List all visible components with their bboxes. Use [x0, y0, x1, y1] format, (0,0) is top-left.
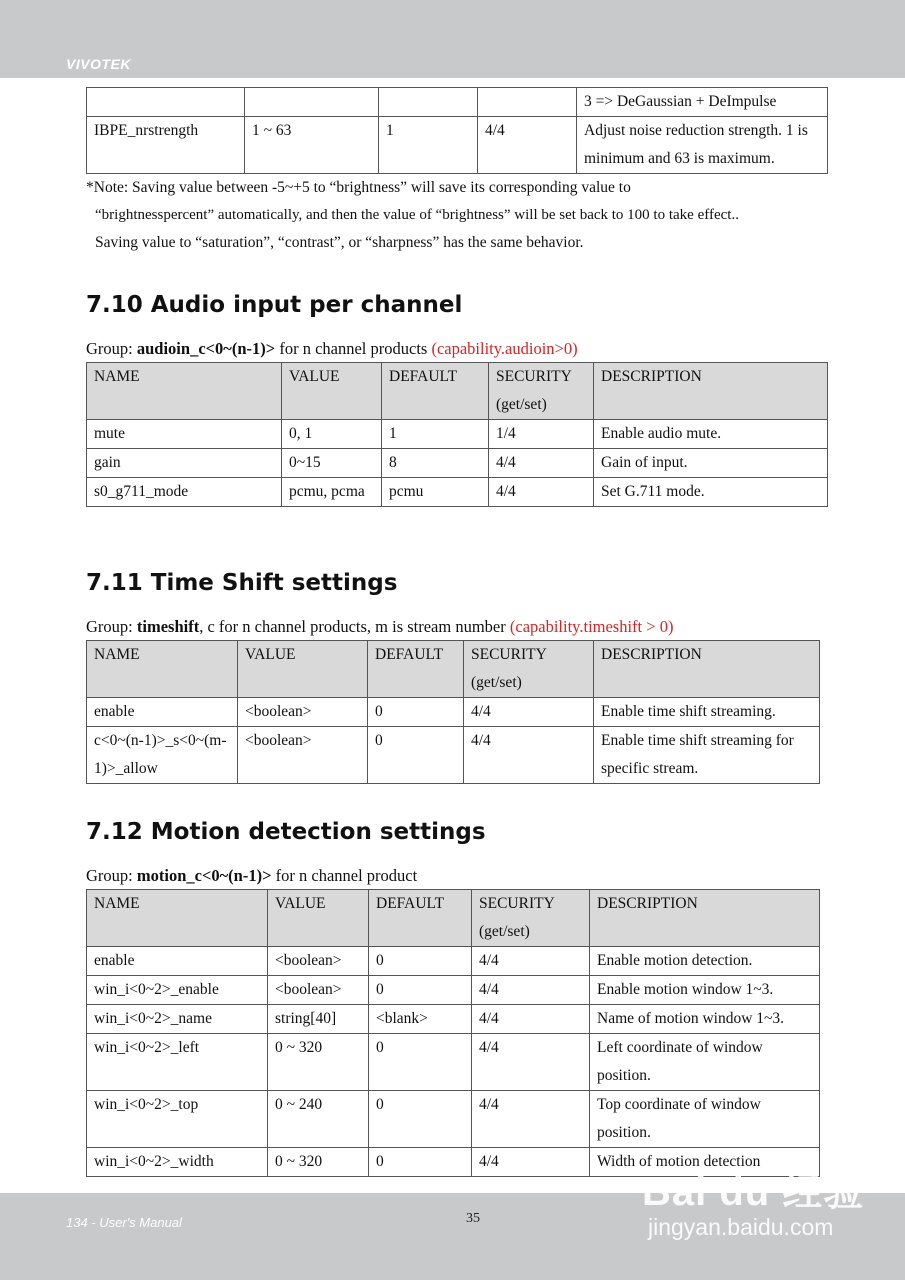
table-cell: s0_g711_mode — [87, 478, 282, 507]
top-param-table — [86, 87, 828, 174]
table-row — [87, 976, 820, 1005]
column-header: DEFAULT — [382, 363, 489, 420]
table-cell: pcmu — [382, 478, 489, 507]
table-cell: enable — [87, 698, 238, 727]
table-cell: 4/4 — [472, 1091, 590, 1148]
table-header-row — [87, 363, 828, 420]
table-cell: 4/4 — [472, 1148, 590, 1177]
table-cell: win_i<0~2>_left — [87, 1034, 268, 1091]
section-title: 7.10 Audio input per channel — [86, 292, 463, 318]
header-bar — [0, 0, 905, 78]
footer-manual-label: 134 - User's Manual — [66, 1215, 182, 1230]
table-row — [87, 698, 820, 727]
table-cell: 0 — [369, 1034, 472, 1091]
table-cell: 0, 1 — [282, 420, 382, 449]
capability-condition: (capability.audioin>0) — [431, 339, 578, 358]
table-row — [87, 420, 828, 449]
table-cell: 0 ~ 240 — [268, 1091, 369, 1148]
table-cell: 4/4 — [472, 1005, 590, 1034]
group-name: timeshift — [136, 617, 200, 636]
table-cell: win_i<0~2>_top — [87, 1091, 268, 1148]
column-header: VALUE — [282, 363, 382, 420]
table-cell: enable — [87, 947, 268, 976]
column-header: NAME — [87, 641, 238, 698]
table-cell: Set G.711 mode. — [594, 478, 828, 507]
table-cell: 0 — [369, 1091, 472, 1148]
table-cell: Adjust noise reduction strength. 1 is minimum and 63 is maximum. — [577, 117, 828, 174]
table-row — [87, 88, 828, 117]
table-cell: win_i<0~2>_name — [87, 1005, 268, 1034]
table-cell: Width of motion detection — [590, 1148, 820, 1177]
table-cell: pcmu, pcma — [282, 478, 382, 507]
table-cell: 4/4 — [472, 976, 590, 1005]
table-cell: Enable audio mute. — [594, 420, 828, 449]
table-cell: Gain of input. — [594, 449, 828, 478]
table-header-row — [87, 641, 820, 698]
table-cell: Enable motion detection. — [590, 947, 820, 976]
table-cell: 0 — [369, 947, 472, 976]
table-row — [87, 449, 828, 478]
table-cell: 4/4 — [472, 947, 590, 976]
table-cell: 1 ~ 63 — [245, 117, 379, 174]
group-suffix: for n channel products — [275, 339, 432, 358]
table-cell: 4/4 — [489, 449, 594, 478]
group-prefix: Group: — [86, 339, 137, 358]
audio-input-table — [86, 362, 828, 507]
table-row — [87, 1034, 820, 1091]
group-line — [86, 339, 578, 359]
note-paragraph — [86, 174, 826, 257]
table-cell: IBPE_nrstrength — [87, 117, 245, 174]
column-header: NAME — [87, 890, 268, 947]
table-cell: string[40] — [268, 1005, 369, 1034]
column-header: VALUE — [268, 890, 369, 947]
group-line — [86, 617, 673, 637]
table-cell: Enable time shift streaming. — [594, 698, 820, 727]
table-cell: <boolean> — [268, 976, 369, 1005]
timeshift-table — [86, 640, 820, 784]
table-cell: 0 — [368, 727, 464, 784]
table-cell: 1/4 — [489, 420, 594, 449]
table-cell: 1 — [379, 117, 478, 174]
note-line: *Note: Saving value between -5~+5 to “brightness” will save its corresponding value to — [86, 179, 631, 196]
group-name: audioin_c<0~(n-1)> — [136, 339, 276, 358]
section-title: 7.11 Time Shift settings — [86, 570, 398, 596]
column-header: DEFAULT — [368, 641, 464, 698]
group-suffix: , c for n channel products, m is stream number — [199, 617, 510, 636]
column-header: DESCRIPTION — [590, 890, 820, 947]
table-cell — [478, 88, 577, 117]
table-cell: 0 ~ 320 — [268, 1034, 369, 1091]
note-line: “brightnesspercent” automatically, and then the value of “brightness” will be set back to 100 to take effect.. — [95, 206, 739, 223]
table-cell — [87, 88, 245, 117]
group-name: motion_c<0~(n-1)> — [136, 866, 272, 885]
section-title: 7.12 Motion detection settings — [86, 819, 486, 845]
table-cell: mute — [87, 420, 282, 449]
watermark-logo: Bai du 经验 — [642, 1170, 865, 1214]
table-cell: <boolean> — [238, 727, 368, 784]
table-cell: <boolean> — [238, 698, 368, 727]
table-cell — [245, 88, 379, 117]
table-cell: 8 — [382, 449, 489, 478]
column-header: DESCRIPTION — [594, 363, 828, 420]
motion-detection-table — [86, 889, 820, 1177]
table-cell: 4/4 — [464, 698, 594, 727]
column-header: SECURITY (get/set) — [472, 890, 590, 947]
table-cell: 4/4 — [472, 1034, 590, 1091]
brand-logo: VIVOTEK — [66, 56, 131, 72]
table-row — [87, 478, 828, 507]
table-cell: gain — [87, 449, 282, 478]
table-cell: win_i<0~2>_width — [87, 1148, 268, 1177]
table-cell: Enable time shift streaming for specific stream. — [594, 727, 820, 784]
table-row — [87, 947, 820, 976]
capability-condition: (capability.timeshift > 0) — [509, 617, 674, 636]
page-number: 35 — [466, 1211, 480, 1226]
table-cell: Name of motion window 1~3. — [590, 1005, 820, 1034]
column-header: VALUE — [238, 641, 368, 698]
table-cell: 4/4 — [464, 727, 594, 784]
table-cell: <blank> — [369, 1005, 472, 1034]
table-row — [87, 727, 820, 784]
table-row — [87, 1005, 820, 1034]
table-cell: 0 — [369, 1148, 472, 1177]
column-header: SECURITY (get/set) — [464, 641, 594, 698]
table-cell: 1 — [382, 420, 489, 449]
table-cell: 0 ~ 320 — [268, 1148, 369, 1177]
group-line — [86, 866, 417, 886]
table-cell: 4/4 — [478, 117, 577, 174]
table-cell: 0 — [368, 698, 464, 727]
table-cell: 0~15 — [282, 449, 382, 478]
column-header: DEFAULT — [369, 890, 472, 947]
table-cell: 3 => DeGaussian + DeImpulse — [577, 88, 828, 117]
column-header: SECURITY (get/set) — [489, 363, 594, 420]
table-cell: Left coordinate of window position. — [590, 1034, 820, 1091]
table-cell: c<0~(n-1)>_s<0~(m-1)>_allow — [87, 727, 238, 784]
table-cell: 0 — [369, 976, 472, 1005]
group-suffix: for n channel product — [271, 866, 418, 885]
table-cell: Enable motion window 1~3. — [590, 976, 820, 1005]
table-cell: Top coordinate of window position. — [590, 1091, 820, 1148]
table-cell: <boolean> — [268, 947, 369, 976]
group-prefix: Group: — [86, 617, 137, 636]
column-header: DESCRIPTION — [594, 641, 820, 698]
table-header-row — [87, 890, 820, 947]
group-prefix: Group: — [86, 866, 137, 885]
table-cell: 4/4 — [489, 478, 594, 507]
watermark-url: jingyan.baidu.com — [648, 1214, 834, 1240]
table-row — [87, 117, 828, 174]
column-header: NAME — [87, 363, 282, 420]
table-cell — [379, 88, 478, 117]
table-cell: win_i<0~2>_enable — [87, 976, 268, 1005]
table-row — [87, 1091, 820, 1148]
note-line: Saving value to “saturation”, “contrast”, or “sharpness” has the same behavior. — [95, 234, 584, 251]
